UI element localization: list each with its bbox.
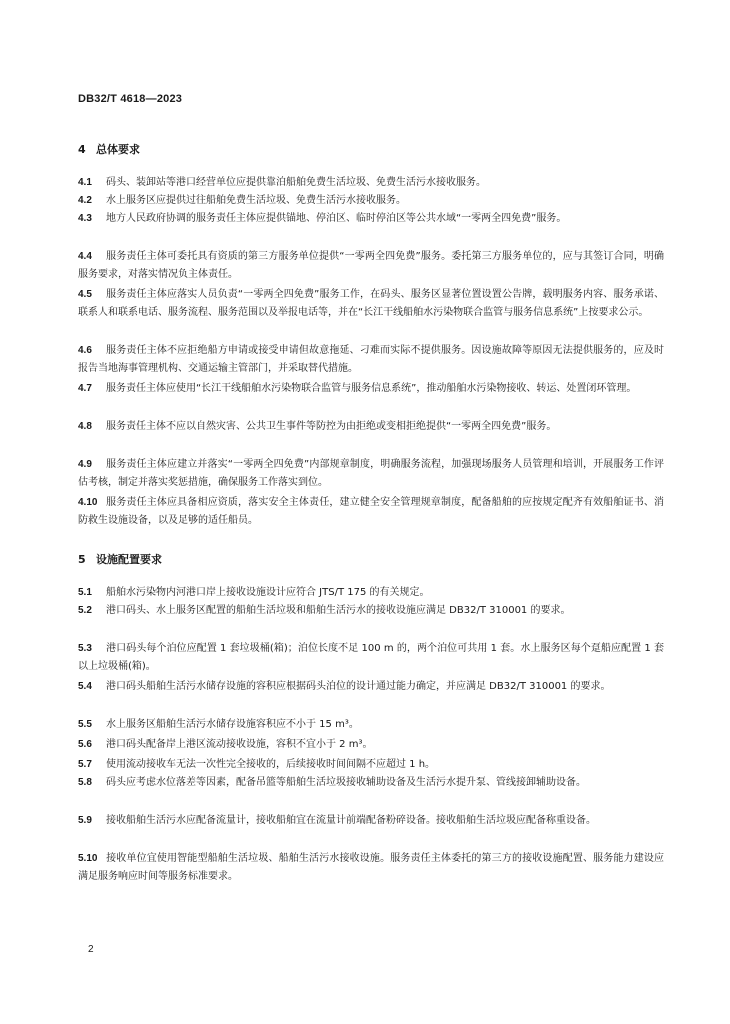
clause-text: 接收单位宜使用智能型船舶生活垃圾、船舶生活污水接收设施。服务责任主体委托的第三方的接收设施配置、服务能力建设应满足服务响应时间等服务标准要求。: [78, 853, 664, 882]
clause-4-1: [78, 174, 664, 192]
document-code: DB32/T 4618—2023: [78, 93, 183, 105]
clause-5-6: [78, 736, 664, 754]
clause-5-8: [78, 774, 664, 792]
clause-5-7: [78, 756, 664, 774]
clause-4-8: [78, 418, 664, 436]
clause-text: 码头、装卸站等港口经营单位应提供靠泊船舶免费生活垃圾、免费生活污水接收服务。: [106, 177, 486, 188]
clause-number: 5.9: [78, 815, 92, 826]
clause-5-4: [78, 678, 664, 696]
clause-text: 服务责任主体应落实人员负责“一零两全四免费”服务工作，在码头、服务区显著位置设置公告牌，载明服务内容、服务承诺、联系人和联系电话、服务流程、服务范围以及举报电话等，并在“长江干线船舶水污染物联合监管与服务信息系统”上按要求公示。: [78, 289, 664, 318]
clause-text: 服务责任主体应具备相应资质，落实安全主体责任，建立健全安全管理规章制度，配备船舶的应按规定配齐有效船舶证书、消防救生设施设备，以及足够的适任船员。: [78, 497, 664, 526]
clause-text: 港口码头、水上服务区配置的船舶生活垃圾和船舶生活污水的接收设施应满足 DB32/T 310001 的要求。: [106, 605, 571, 616]
clause-text: 服务责任主体应使用“长江干线船舶水污染物联合监管与服务信息系统”，推动船舶水污染物接收、转运、处置闭环管理。: [106, 383, 637, 394]
clause-5-2: [78, 602, 664, 620]
clause-5-1: [78, 584, 664, 602]
clause-4-3: [78, 210, 664, 228]
clause-number: 4.8: [78, 421, 92, 432]
clause-text: 港口码头配备岸上港区流动接收设施，容积不宜小于 2 m³。: [106, 739, 373, 750]
clause-text: 港口码头船舶生活污水储存设施的容积应根据码头泊位的设计通过能力确定，并应满足 DB32/T 310001 的要求。: [106, 681, 611, 692]
clause-number: 5.6: [78, 739, 92, 750]
clause-number: 4.7: [78, 383, 92, 394]
clause-number: 5.1: [78, 587, 92, 598]
clause-4-10: [78, 494, 664, 530]
clause-4-2: [78, 192, 664, 210]
section-number: 5: [78, 553, 86, 566]
clause-5-10: [78, 850, 664, 886]
clause-4-7: [78, 380, 664, 398]
clause-5-9: [78, 812, 664, 830]
clause-text: 接收船舶生活污水应配备流量计，接收船舶宜在流量计前端配备粉碎设备。接收船舶生活垃圾应配备称重设备。: [106, 815, 596, 826]
clause-text: 水上服务区应提供过往船舶免费生活垃圾、免费生活污水接收服务。: [106, 195, 406, 206]
section-5-heading: [78, 551, 162, 567]
clause-number: 4.9: [78, 459, 92, 470]
clause-number: 4.2: [78, 195, 92, 206]
clause-4-4: [78, 248, 664, 284]
clause-text: 地方人民政府协调的服务责任主体应提供锚地、停泊区、临时停泊区等公共水域“一零两全四免费”服务。: [106, 213, 567, 224]
clause-number: 5.5: [78, 719, 92, 730]
clause-text: 水上服务区船舶生活污水储存设施容积应不小于 15 m³。: [106, 719, 359, 730]
clause-text: 服务责任主体不应以自然灾害、公共卫生事件等防控为由拒绝或变相拒绝提供“一零两全四免费”服务。: [106, 421, 557, 432]
clause-text: 服务责任主体不应拒绝船方申请或接受申请但故意拖延、刁难而实际不提供服务。因设施故障等原因无法提供服务的，应及时报告当地海事管理机构、交通运输主管部门，并采取替代措施。: [78, 345, 664, 374]
clause-text: 码头应考虑水位落差等因素，配备吊篮等船舶生活垃圾接收辅助设备及生活污水提升泵、管线接卸辅助设备。: [106, 777, 586, 788]
clause-number: 4.4: [78, 251, 92, 262]
clause-4-6: [78, 342, 664, 378]
clause-number: 4.5: [78, 289, 92, 300]
page-number: 2: [88, 944, 94, 955]
clause-number: 4.1: [78, 177, 92, 188]
clause-number: 4.3: [78, 213, 92, 224]
clause-5-5: [78, 716, 664, 734]
clause-4-9: [78, 456, 664, 492]
section-title: 设施配置要求: [96, 553, 162, 566]
section-4-heading: [78, 141, 140, 157]
clause-4-5: [78, 286, 664, 322]
clause-text: 港口码头每个泊位应配置 1 套垃圾桶(箱)；泊位长度不足 100 m 的，两个泊位可共用 1 套。水上服务区每个趸船应配置 1 套以上垃圾桶(箱)。: [78, 643, 664, 672]
clause-text: 使用流动接收车无法一次性完全接收的，后续接收时间间隔不应超过 1 h。: [106, 759, 436, 770]
clause-number: 5.10: [78, 853, 98, 864]
clause-number: 5.2: [78, 605, 92, 616]
clause-number: 5.3: [78, 643, 92, 654]
clause-number: 5.4: [78, 681, 92, 692]
section-title: 总体要求: [96, 143, 140, 156]
clause-text: 服务责任主体可委托具有资质的第三方服务单位提供“一零两全四免费”服务。委托第三方服务单位的，应与其签订合同，明确服务要求，对落实情况负主体责任。: [78, 251, 664, 280]
clause-text: 服务责任主体应建立并落实“一零两全四免费”内部规章制度，明确服务流程，加强现场服务人员管理和培训，开展服务工作评估考核，制定并落实奖惩措施，确保服务工作落实到位。: [78, 459, 664, 488]
clause-number: 4.6: [78, 345, 92, 356]
clause-text: 船舶水污染物内河港口岸上接收设施设计应符合 JTS/T 175 的有关规定。: [106, 587, 430, 598]
clause-number: 5.8: [78, 777, 92, 788]
clause-5-3: [78, 640, 664, 676]
clause-number: 4.10: [78, 497, 98, 508]
section-number: 4: [78, 143, 86, 156]
clause-number: 5.7: [78, 759, 92, 770]
